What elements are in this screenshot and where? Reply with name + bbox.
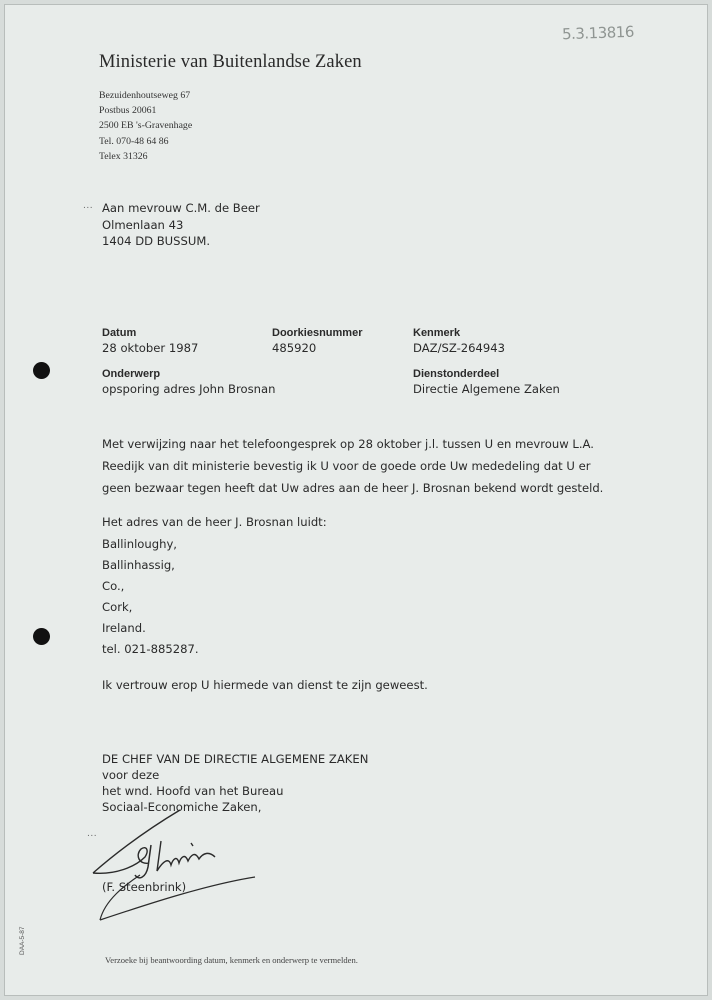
body-paragraph xyxy=(102,433,622,499)
address-line: Ireland. xyxy=(102,621,146,635)
signatory-line: het wnd. Hoofd van het Bureau xyxy=(102,784,284,798)
letterhead-address-line: 2500 EB 's-Gravenhage xyxy=(99,120,193,132)
field-kenmerk xyxy=(413,326,505,356)
letterhead-address xyxy=(99,88,192,164)
letterhead-address-line: Tel. 070-48 64 86 xyxy=(99,135,169,147)
recipient-line: Olmenlaan 43 xyxy=(102,217,184,232)
address-intro: Het adres van de heer J. Brosnan luidt: xyxy=(102,515,327,529)
punch-hole xyxy=(33,628,50,645)
recipient-address xyxy=(102,200,260,250)
address-line: Ballinloughy, xyxy=(102,537,177,551)
recipient-line: 1404 DD BUSSUM. xyxy=(102,234,211,248)
onderwerp-value: opsporing adres John Brosnan xyxy=(102,382,276,396)
signatory-line: voor deze xyxy=(102,768,160,782)
body-line: Met verwijzing naar het telefoongesprek op 28 oktober j.l. tussen U en mevrouw L.A. xyxy=(102,437,594,451)
letterhead-address-line: Telex 31326 xyxy=(99,150,148,162)
datum-label: Datum xyxy=(102,327,137,339)
body-line: geen bezwaar tegen heeft dat Uw adres aan de heer J. Brosnan bekend wordt gesteld. xyxy=(102,481,604,495)
recipient-line: Aan mevrouw C.M. de Beer xyxy=(102,201,260,215)
recipient-marker: ... xyxy=(83,201,94,211)
signatory-title: DE CHEF VAN DE DIRECTIE ALGEMENE ZAKEN xyxy=(102,752,369,766)
kenmerk-value: DAZ/SZ-264943 xyxy=(413,341,506,355)
closing-sentence: Ik vertrouw erop U hiermede van dienst te zijn geweest. xyxy=(102,678,428,692)
signatory-line: Sociaal-Economiche Zaken, xyxy=(102,800,262,814)
ministry-name: Ministerie van Buitenlandse Zaken xyxy=(99,52,362,72)
signed-name: (F. Steenbrink) xyxy=(102,880,187,894)
datum-value: 28 oktober 1987 xyxy=(102,341,199,355)
doorkiesnummer-value: 485920 xyxy=(272,341,317,355)
body-line: Reedijk van dit ministerie bevestig ik U voor de goede orde Uw mededeling dat U er xyxy=(102,459,591,473)
field-onderwerp xyxy=(102,367,275,397)
address-line: Co., xyxy=(102,579,125,593)
address-line: Cork, xyxy=(102,600,133,614)
handwritten-signature xyxy=(65,805,265,945)
field-dienstonderdeel xyxy=(413,367,560,397)
field-doorkiesnummer xyxy=(272,326,362,356)
footer-note: Verzoeke bij beantwoording datum, kenmerk en onderwerp te vermelden. xyxy=(105,955,358,965)
archive-number: 5.3.13816 xyxy=(561,22,635,44)
onderwerp-label: Onderwerp xyxy=(102,368,161,380)
dienstonderdeel-label: Dienstonderdeel xyxy=(413,368,500,380)
doorkiesnummer-label: Doorkiesnummer xyxy=(272,327,363,339)
address-line: tel. 021-885287. xyxy=(102,642,199,656)
letter-page xyxy=(4,4,708,996)
address-line: Ballinhassig, xyxy=(102,558,175,572)
letterhead-address-line: Bezuidenhoutseweg 67 xyxy=(99,90,191,101)
signature-marker: ... xyxy=(87,829,98,839)
form-code: DAA-5-87 xyxy=(19,926,26,955)
letterhead-address-line: Postbus 20061 xyxy=(99,105,157,117)
field-datum xyxy=(102,326,198,356)
kenmerk-label: Kenmerk xyxy=(413,327,461,339)
punch-hole xyxy=(33,362,50,379)
dienstonderdeel-value: Directie Algemene Zaken xyxy=(413,382,560,396)
